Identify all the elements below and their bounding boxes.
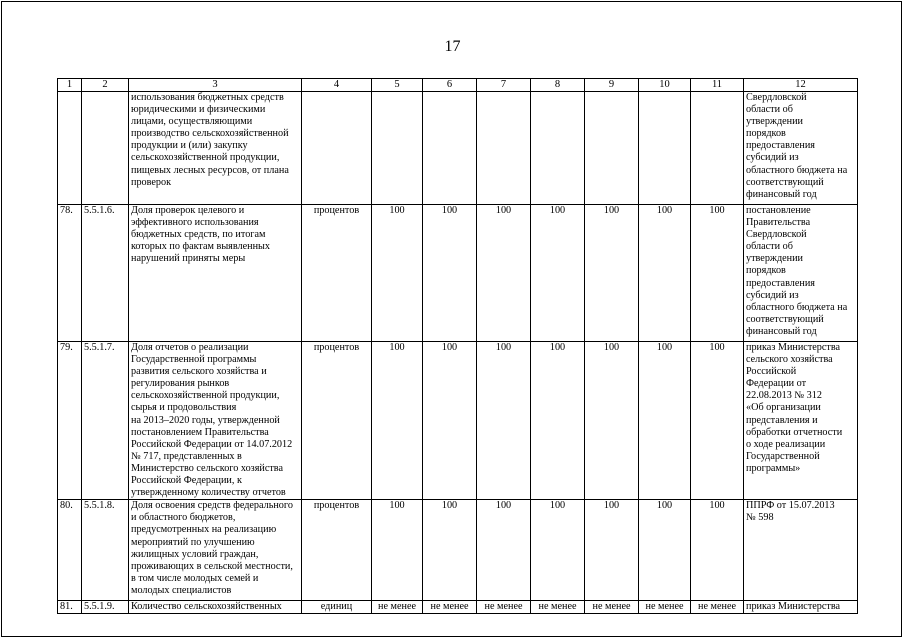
source-cell: ППРФ от 15.07.2013 № 598 — [744, 500, 858, 601]
value-cell: 100 — [585, 342, 639, 500]
col-header-1: 1 — [58, 79, 82, 92]
unit-cell — [302, 92, 372, 205]
value-cell — [691, 92, 744, 205]
value-cell: не менее — [531, 601, 585, 614]
col-header-3: 3 — [129, 79, 302, 92]
col-header-11: 11 — [691, 79, 744, 92]
value-cell: не менее — [372, 601, 423, 614]
row-number: 79. — [58, 342, 82, 500]
unit-cell: процентов — [302, 205, 372, 342]
value-cell: 100 — [691, 342, 744, 500]
col-header-6: 6 — [423, 79, 477, 92]
source-cell: приказ Министерства — [744, 601, 858, 614]
table-row — [58, 342, 858, 500]
row-code — [82, 92, 129, 205]
value-cell: 100 — [423, 342, 477, 500]
value-cell: 100 — [372, 205, 423, 342]
value-cell: 100 — [477, 500, 531, 601]
col-header-4: 4 — [302, 79, 372, 92]
unit-cell: процентов — [302, 500, 372, 601]
col-header-9: 9 — [585, 79, 639, 92]
indicator-name: Доля отчетов о реализации Государственной программы развития сельского хозяйства и регулирования рынков сельскохозяйственной продукции, сырья и продовольствия на 2013–2020 годы, утвержденной постановлением Правительства Российской Федерации от 14.07.2012 № 717, представленных в Министерство сельского хозяйства Российской Федерации, к утвержденному количеству отчетов — [129, 342, 302, 500]
value-cell — [372, 92, 423, 205]
row-number — [58, 92, 82, 205]
indicator-name: Доля освоения средств федерального и областного бюджетов, предусмотренных на реализацию мероприятий по улучшению жилищных условий граждан, проживающих в сельской местности, в том числе молодых семей и молодых специалистов — [129, 500, 302, 601]
col-header-10: 10 — [639, 79, 691, 92]
value-cell — [585, 92, 639, 205]
value-cell — [639, 92, 691, 205]
row-code: 5.5.1.6. — [82, 205, 129, 342]
col-header-12: 12 — [744, 79, 858, 92]
source-cell: приказ Министерства сельского хозяйства Российской Федерации от 22.08.2013 № 312 «Об организации представления и обработки отчетности о ходе реализации Государственной программы» — [744, 342, 858, 500]
row-code: 5.5.1.7. — [82, 342, 129, 500]
indicator-table — [57, 78, 858, 614]
row-number: 81. — [58, 601, 82, 614]
value-cell: не менее — [691, 601, 744, 614]
indicator-name: Доля проверок целевого и эффективного использования бюджетных средств, по итогам которых по фактам выявленных нарушений приняты меры — [129, 205, 302, 342]
value-cell: 100 — [531, 342, 585, 500]
value-cell: 100 — [372, 500, 423, 601]
source-cell: Свердловской области об утверждении порядков предоставления субсидий из областного бюджета на соответствующий финансовый год — [744, 92, 858, 205]
page-number: 17 — [444, 38, 461, 55]
value-cell: 100 — [691, 500, 744, 601]
value-cell: 100 — [691, 205, 744, 342]
value-cell: не менее — [423, 601, 477, 614]
value-cell: не менее — [639, 601, 691, 614]
unit-cell: единиц — [302, 601, 372, 614]
value-cell: 100 — [477, 205, 531, 342]
table-row — [58, 205, 858, 342]
indicator-name: Количество сельскохозяйственных — [129, 601, 302, 614]
col-header-2: 2 — [82, 79, 129, 92]
table-header-row — [58, 79, 858, 92]
col-header-7: 7 — [477, 79, 531, 92]
row-code: 5.5.1.9. — [82, 601, 129, 614]
value-cell: не менее — [585, 601, 639, 614]
value-cell: 100 — [639, 342, 691, 500]
row-number: 80. — [58, 500, 82, 601]
indicator-name: использования бюджетных средств юридическими и физическими лицами, осуществляющими производство сельскохозяйственной продукции и (или) закупку сельскохозяйственной продукции, пищевых лесных ресурсов, от плана проверок — [129, 92, 302, 205]
value-cell: 100 — [639, 500, 691, 601]
value-cell — [531, 92, 585, 205]
value-cell — [423, 92, 477, 205]
table-row — [58, 92, 858, 205]
value-cell: 100 — [423, 500, 477, 601]
value-cell: 100 — [531, 500, 585, 601]
value-cell: 100 — [585, 500, 639, 601]
table-row — [58, 601, 858, 614]
value-cell: 100 — [372, 342, 423, 500]
value-cell: 100 — [531, 205, 585, 342]
value-cell: 100 — [477, 342, 531, 500]
source-cell: постановление Правительства Свердловской области об утверждении порядков предоставления субсидий из областного бюджета на соответствующий финансовый год — [744, 205, 858, 342]
value-cell: 100 — [423, 205, 477, 342]
value-cell: не менее — [477, 601, 531, 614]
col-header-8: 8 — [531, 79, 585, 92]
row-number: 78. — [58, 205, 82, 342]
unit-cell: процентов — [302, 342, 372, 500]
value-cell — [477, 92, 531, 205]
value-cell: 100 — [585, 205, 639, 342]
value-cell: 100 — [639, 205, 691, 342]
table-row — [58, 500, 858, 601]
row-code: 5.5.1.8. — [82, 500, 129, 601]
col-header-5: 5 — [372, 79, 423, 92]
